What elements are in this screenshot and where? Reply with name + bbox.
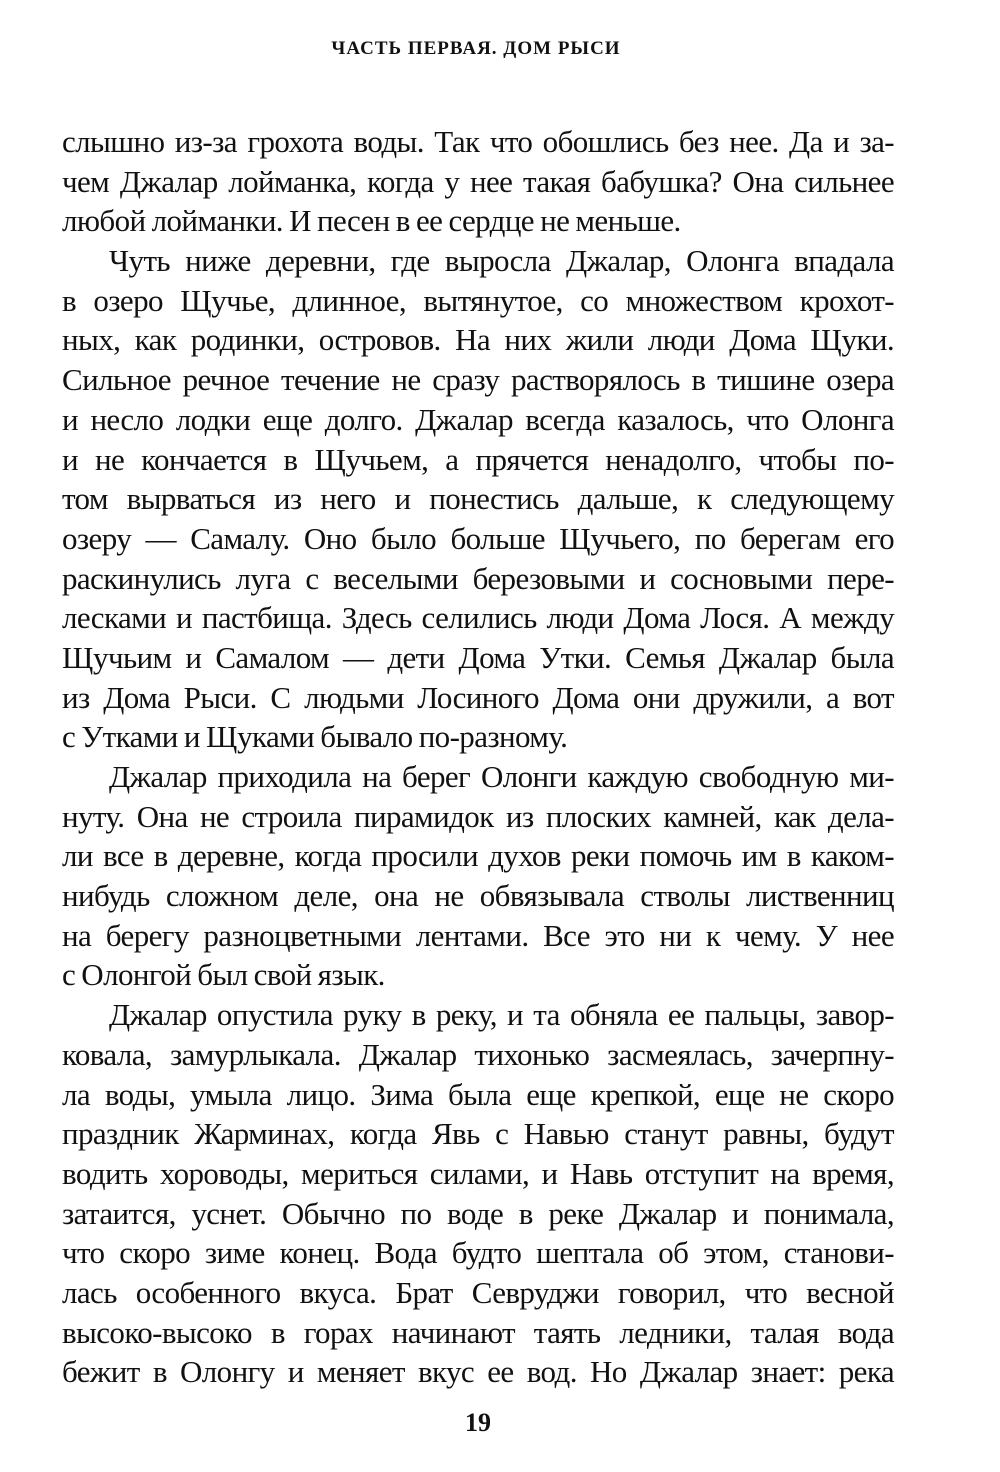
text-line: озеру — Самалу. Оно было больше Щучьего, по берегам его	[62, 520, 894, 556]
text-line: Чуть ниже деревни, где выросла Джалар, Олонга впадала	[109, 243, 894, 279]
text-line: что скоро зиме конец. Вода будто шептала об этом, станови-	[62, 1235, 894, 1271]
text-line: водить хороводы, мериться силами, и Навь отступит на время,	[62, 1155, 894, 1191]
text-line: том вырваться из него и понестись дальше, к следующему	[62, 481, 894, 517]
text-line: ных, как родинки, островов. На них жили люди Дома Щуки.	[62, 322, 894, 358]
text-line: в озеро Щучье, длинное, вытянутое, со множеством крохот-	[62, 282, 894, 318]
text-line: слышно из-за грохота воды. Так что обошлись без нее. Да и за-	[62, 124, 894, 159]
paragraph	[62, 122, 894, 241]
text-line: Джалар опустила руку в реку, и та обняла ее пальцы, завор-	[109, 997, 894, 1033]
text-line: нуту. Она не строила пирамидок из плоских камней, как дела-	[62, 798, 894, 834]
text-line: лесками и пастбища. Здесь селились люди Дома Лося. А между	[62, 600, 894, 636]
text-line: Джалар приходила на берег Олонги каждую свободную ми-	[109, 759, 894, 794]
text-line: Щучьим и Самалом — дети Дома Утки. Семья Джалар была	[62, 639, 894, 675]
text-line: чем Джалар лойманка, когда у нее такая бабушка? Она сильнее	[62, 163, 894, 199]
text-line: праздник Жарминах, когда Явь с Навью станут равны, будут	[62, 1116, 894, 1152]
text-line: и несло лодки еще долго. Джалар всегда казалось, что Олонга	[62, 401, 894, 437]
paragraph	[62, 995, 894, 1392]
text-line: из Дома Рыси. С людьми Лосиного Дома они дружили, а вот	[62, 679, 894, 715]
text-line: затаится, уснет. Обычно по воде в реке Джалар и понимала,	[62, 1195, 894, 1231]
text-line: и не кончается в Щучьем, а прячется ненадолго, чтобы по-	[62, 441, 894, 477]
text-line: на берегу разноцветными лентами. Все это ни к чему. У нее	[62, 917, 894, 953]
text-line: с Олонгой был свой язык.	[62, 957, 385, 993]
text-line: любой лойманки. И песен в ее сердце не меньше.	[62, 203, 681, 239]
text-line: ла воды, умыла лицо. Зима была еще крепкой, еще не скоро	[62, 1076, 894, 1112]
text-line: лась особенного вкуса. Брат Севруджи говорил, что весной	[62, 1274, 894, 1310]
text-line: с Утками и Щуками бывало по-разному.	[62, 719, 568, 755]
text-line: высоко-высоко в горах начинают таять ледники, талая вода	[62, 1314, 894, 1350]
text-line: Сильное речное течение не сразу растворялось в тишине озера	[62, 362, 894, 398]
text-line: ли все в деревне, когда просили духов реки помочь им в каком-	[62, 838, 894, 874]
body-text	[62, 122, 894, 1392]
running-head: ЧАСТЬ ПЕРВАЯ. ДОМ РЫСИ	[331, 38, 621, 59]
text-line: нибудь сложном деле, она не обвязывала стволы лиственниц	[62, 878, 894, 914]
paragraph	[62, 241, 894, 757]
text-line: бежит в Олонгу и меняет вкус ее вод. Но Джалар знает: река	[62, 1354, 894, 1390]
text-line: раскинулись луга с веселыми березовыми и сосновыми пере-	[62, 560, 894, 596]
text-line: ковала, замурлыкала. Джалар тихонько засмеялась, зачерпну-	[62, 1036, 894, 1072]
paragraph	[62, 757, 894, 995]
page-number: 19	[465, 1408, 491, 1437]
